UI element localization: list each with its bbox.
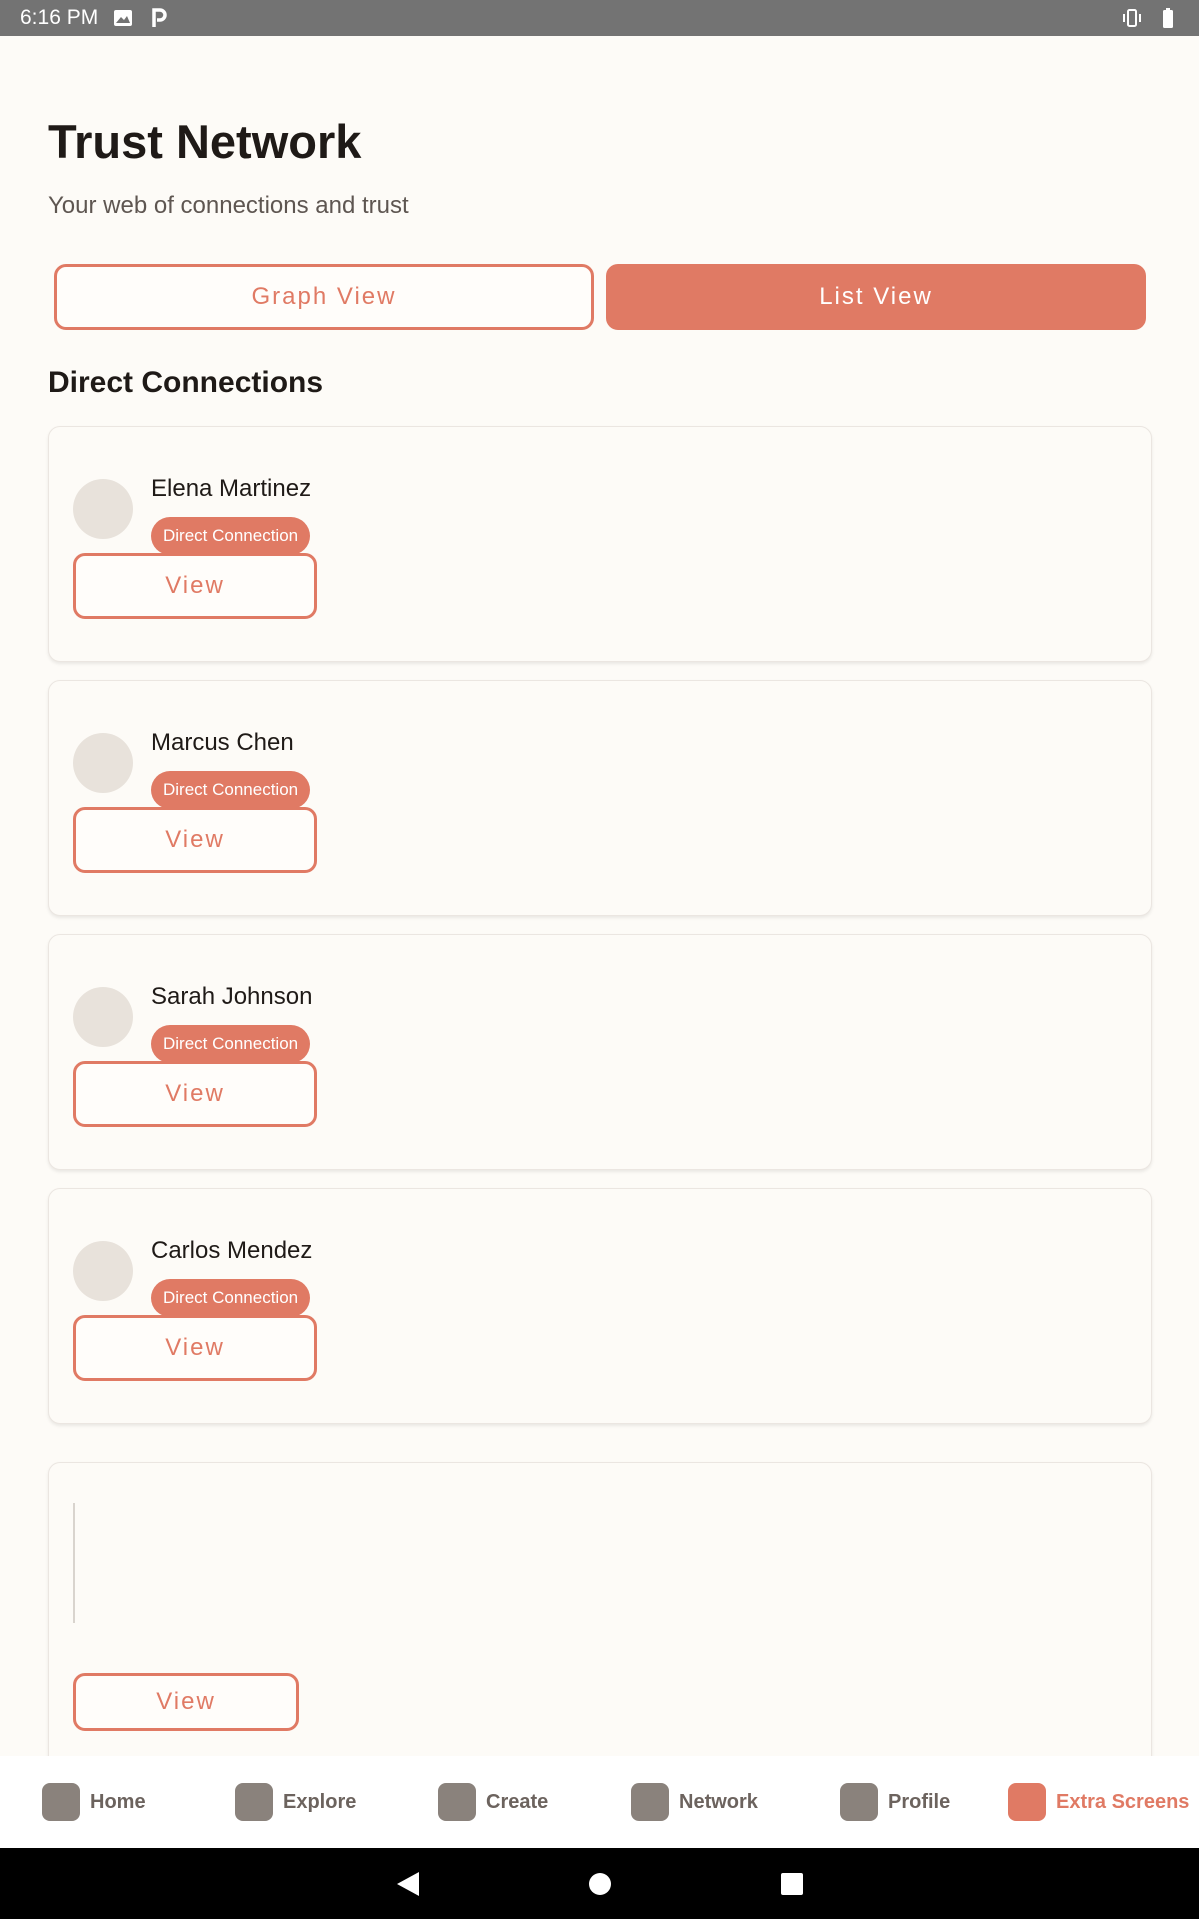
connection-card [48, 1462, 1152, 1756]
home-button[interactable] [570, 1848, 630, 1919]
view-button[interactable]: View [73, 807, 317, 873]
status-time: 6:16 PM [20, 6, 99, 29]
nav-item-network[interactable] [631, 1756, 758, 1848]
connection-card [48, 934, 1152, 1170]
avatar [73, 733, 133, 793]
section-title: Direct Connections [48, 366, 324, 399]
main-content [0, 36, 1199, 1756]
view-button[interactable]: View [73, 553, 317, 619]
home-icon [42, 1783, 80, 1821]
nav-label: Profile [888, 1790, 951, 1813]
connection-name: Carlos Mendez [151, 1237, 313, 1264]
list-view-button[interactable]: List View [606, 264, 1146, 330]
page-title: Trust Network [48, 115, 362, 168]
profile-icon [840, 1783, 878, 1821]
home-circle-icon [588, 1872, 612, 1896]
extra-screens-icon [1008, 1783, 1046, 1821]
battery-icon [1157, 7, 1179, 29]
back-button[interactable] [378, 1848, 438, 1919]
nav-label: Explore [283, 1790, 357, 1813]
status-bar [0, 0, 1199, 36]
vibrate-icon [1121, 7, 1143, 29]
avatar [73, 479, 133, 539]
view-button[interactable]: View [73, 1061, 317, 1127]
network-icon [631, 1783, 669, 1821]
page-subtitle: Your web of connections and trust [48, 192, 409, 219]
parking-icon [148, 7, 170, 29]
nav-item-create[interactable] [438, 1756, 548, 1848]
nav-label: Network [679, 1790, 758, 1813]
status-badge: Direct Connection [151, 1025, 310, 1063]
explore-icon [235, 1783, 273, 1821]
view-button[interactable]: View [73, 1673, 299, 1731]
connection-card [48, 1188, 1152, 1424]
connection-name: Sarah Johnson [151, 983, 313, 1010]
recents-button[interactable] [762, 1848, 822, 1919]
recents-icon [780, 1872, 804, 1896]
create-icon [438, 1783, 476, 1821]
status-badge: Direct Connection [151, 771, 310, 809]
nav-item-home[interactable] [42, 1756, 146, 1848]
status-badge: Direct Connection [151, 1279, 310, 1317]
status-badge: Direct Connection [151, 517, 310, 555]
nav-item-explore[interactable] [235, 1756, 356, 1848]
loading-placeholder [73, 1503, 75, 1623]
view-toggle [54, 264, 1146, 330]
nav-label: Create [486, 1790, 549, 1813]
system-nav-bar [0, 1848, 1199, 1919]
avatar [73, 1241, 133, 1301]
nav-label: Extra Screens [1056, 1790, 1190, 1813]
avatar [73, 987, 133, 1047]
connection-card [48, 680, 1152, 916]
back-icon [395, 1870, 421, 1898]
view-button[interactable]: View [73, 1315, 317, 1381]
nav-item-extra-screens[interactable] [1008, 1756, 1189, 1848]
connection-card [48, 426, 1152, 662]
connection-name: Marcus Chen [151, 729, 294, 756]
graph-view-button[interactable]: Graph View [54, 264, 594, 330]
image-icon [112, 7, 134, 29]
nav-item-profile[interactable] [840, 1756, 950, 1848]
bottom-nav [0, 1756, 1199, 1848]
connection-name: Elena Martinez [151, 475, 312, 502]
nav-label: Home [90, 1790, 146, 1813]
